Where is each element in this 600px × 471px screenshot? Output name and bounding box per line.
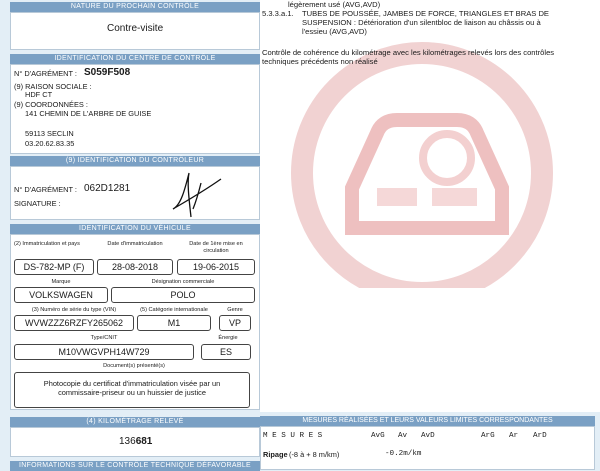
controller-agreement-label: N° D'AGRÉMENT :	[14, 185, 77, 194]
col-avd: AvD	[421, 432, 435, 440]
next-visit-panel	[10, 12, 260, 50]
signature-image	[161, 169, 231, 221]
center-phone: 03.20.62.83.35	[25, 139, 75, 148]
vehicle-panel	[10, 234, 260, 410]
ripage-range: (-8 à + 8 m/km)	[289, 450, 340, 459]
defect-line1: légèrement usé (AVG,AVD)	[288, 0, 381, 9]
vin-field: WVWZZZ6RZFY265062	[14, 315, 134, 331]
documents-line1: Photocopie du certificat d'immatriculation visée par un	[43, 379, 221, 388]
mileage-header: (4) KILOMÉTRAGE RELEVÉ	[10, 417, 260, 427]
make-field: VOLKSWAGEN	[14, 287, 108, 303]
controller-header: (9) IDENTIFICATION DU CONTRÔLEUR	[10, 156, 260, 166]
address-line1: 141 CHEMIN DE L'ARBRE DE GUISE	[25, 109, 152, 118]
measures-title: M E S U R E S	[263, 432, 323, 440]
documents-line2: commissaire-priseur ou un huissier de justice	[58, 388, 206, 397]
mileage-check-line1: Contrôle de cohérence du kilométrage avec les kilométrages relevés lors des contrôles	[262, 48, 555, 57]
energy-field: ES	[201, 344, 251, 360]
documents-field	[14, 372, 250, 408]
model-label: Désignation commerciale	[151, 279, 215, 285]
company-label: (9) RAISON SOCIALE :	[14, 82, 92, 91]
ripage-value: -0.2m/km	[385, 450, 422, 458]
next-visit-header: NATURE DU PROCHAIN CONTRÔLE	[10, 2, 260, 12]
defect-line4: l'essieu (AVG,AVD)	[302, 27, 367, 36]
reg-date-label: Date d'immatriculation	[107, 241, 163, 247]
defect-line2: TUBES DE POUSSÉE, JAMBES DE FORCE, TRIANGLES ET BRAS DE	[302, 9, 549, 18]
first-reg-label: Date de 1ère mise en circulation	[189, 241, 243, 254]
defect-line3: SUSPENSION : Détérioration d'un silentbloc de liaison au châssis ou à	[302, 18, 541, 27]
make-label: Marque	[51, 279, 71, 285]
model-field: POLO	[111, 287, 255, 303]
controller-panel	[10, 166, 260, 220]
center-agreement-value: S059F508	[84, 67, 131, 78]
col-ar: Ar	[509, 432, 519, 440]
reg-date-field: 28-08-2018	[97, 259, 173, 275]
car-watermark-icon	[282, 38, 572, 288]
col-arg: ArG	[481, 432, 495, 440]
mileage-prefix: 136	[119, 436, 136, 447]
address-line2: 59113 SECLIN	[25, 129, 74, 138]
controller-agreement-value: 062D1281	[84, 183, 131, 194]
defect-code: 5.3.3.a.1.	[262, 9, 294, 18]
reg-label: (2) Immatriculation et pays	[14, 241, 80, 247]
energy-label: Énergie	[218, 335, 238, 341]
mileage-value	[119, 436, 152, 447]
measures-panel	[260, 426, 595, 470]
company-value: HDF CT	[25, 90, 53, 99]
mileage-check-line2: techniques précédents non réalisé	[262, 57, 378, 66]
type-field: M10VWGVPH14W729	[14, 344, 194, 360]
ripage-label: Ripage	[263, 450, 288, 459]
center-agreement-label: N° D'AGRÉMENT :	[14, 69, 77, 78]
col-av: Av	[398, 432, 408, 440]
col-ard: ArD	[533, 432, 547, 440]
mileage-suffix: 681	[135, 436, 153, 447]
type-label: Type/CNIT	[90, 335, 118, 341]
center-panel	[10, 64, 260, 154]
vehicle-header: IDENTIFICATION DU VÉHICULE	[10, 224, 260, 234]
genre-field: VP	[219, 315, 251, 331]
category-label: (5) Catégorie internationale	[140, 307, 208, 313]
center-header: IDENTIFICATION DU CENTRE DE CONTRÔLE	[10, 54, 260, 64]
mileage-panel	[10, 427, 260, 457]
unfavorable-header: INFORMATIONS SUR LE CONTRÔLE TECHNIQUE DÉFAVORABLE	[10, 461, 260, 471]
category-field: M1	[137, 315, 211, 331]
signature-label: SIGNATURE :	[14, 199, 61, 208]
documents-label: Document(s) présenté(s)	[103, 363, 165, 369]
first-reg-field: 19-06-2015	[177, 259, 255, 275]
genre-label: Genre	[227, 307, 243, 313]
registration-field: DS-782-MP (F)	[14, 259, 94, 275]
vin-label: (3) Numéro de série du type (VIN)	[31, 307, 117, 313]
address-label: (9) COORDONNÉES :	[14, 100, 88, 109]
next-visit-value: Contre-visite	[107, 23, 164, 34]
col-avg: AvG	[371, 432, 385, 440]
measures-header: MESURES RÉALISÉES ET LEURS VALEURS LIMITES CORRESPONDANTES	[260, 416, 595, 426]
defects-panel	[260, 0, 600, 412]
